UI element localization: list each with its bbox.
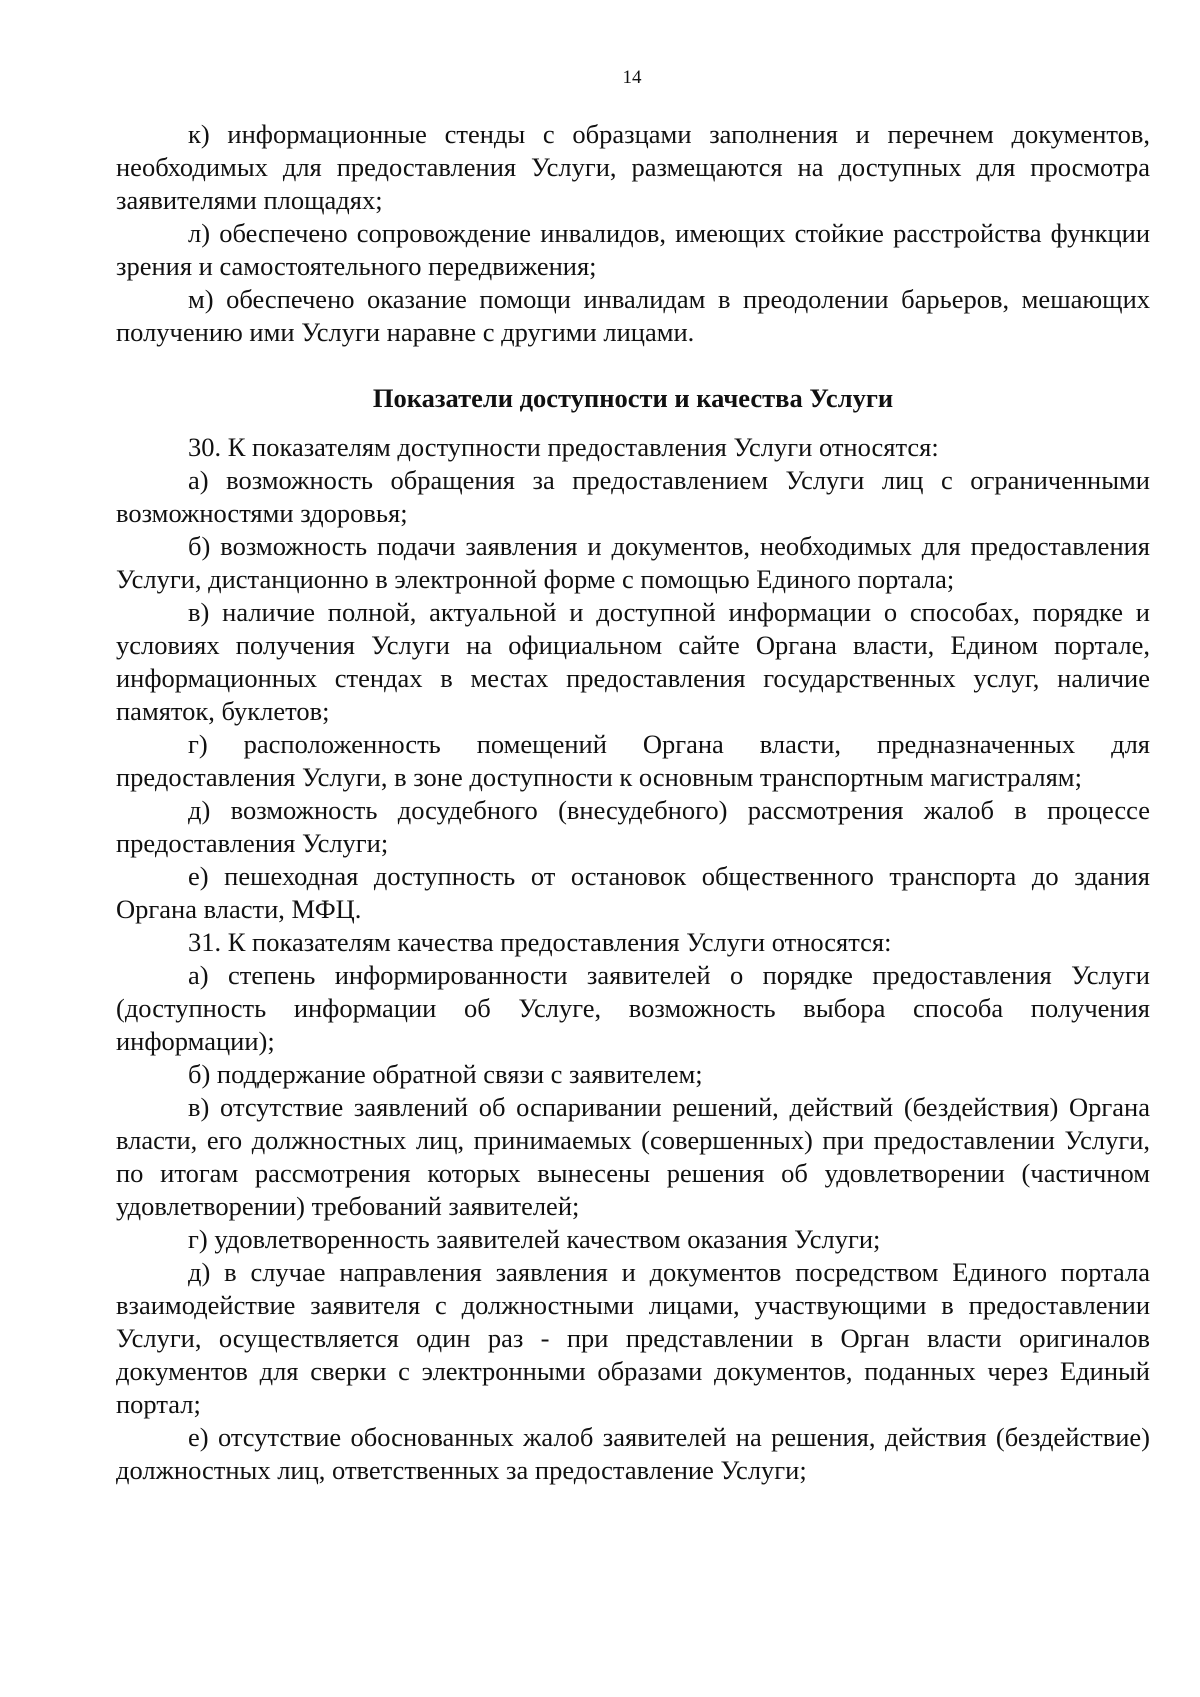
clause-30-item-v: в) наличие полной, актуальной и доступной информации о способах, порядке и условиях получения Услуги на официальном сайте Органа власти, Едином портале, информационных стендах в местах предоставления государственных услуг, наличие памяток, буклетов; — [116, 597, 1150, 726]
list-item-l: л) обеспечено сопровождение инвалидов, имеющих стойкие расстройства функции зрения и самостоятельного передвижения; — [116, 218, 1150, 281]
document-body — [116, 118, 1150, 1487]
clause-31-item-g: г) удовлетворенность заявителей качеством оказания Услуги; — [188, 1224, 881, 1254]
clause-31-item-b: б) поддержание обратной связи с заявителем; — [188, 1059, 703, 1089]
clause-30-item-a: а) возможность обращения за предоставлением Услуги лиц с ограниченными возможностями здоровья; — [116, 465, 1150, 528]
clause-31-item-d: д) в случае направления заявления и документов посредством Единого портала взаимодействие заявителя с должностными лицами, участвующими в предоставлении Услуги, осуществляется один раз - при представлении в Орган власти оригиналов документов для сверки с электронными образами документов, поданных через Единый портал; — [116, 1257, 1150, 1419]
list-item-m: м) обеспечено оказание помощи инвалидам в преодолении барьеров, мешающих получению ими Услуги наравне с другими лицами. — [116, 284, 1150, 347]
clause-30-item-b: б) возможность подачи заявления и документов, необходимых для предоставления Услуги, дистанционно в электронной форме с помощью Единого портала; — [116, 531, 1150, 594]
clause-30-item-e: е) пешеходная доступность от остановок общественного транспорта до здания Органа власти, МФЦ. — [116, 861, 1150, 924]
page-number: 14 — [622, 67, 642, 88]
section-heading: Показатели доступности и качества Услуги — [372, 383, 894, 413]
clause-31-item-a: а) степень информированности заявителей о порядке предоставления Услуги (доступность информации об Услуге, возможность выбора способа получения информации); — [116, 960, 1150, 1056]
clause-30-item-g: г) расположенность помещений Органа власти, предназначенных для предоставления Услуги, в зоне доступности к основным транспортным магистралям; — [116, 729, 1150, 792]
clause-30-item-d: д) возможность досудебного (внесудебного) рассмотрения жалоб в процессе предоставления Услуги; — [116, 795, 1150, 858]
clause-31-item-v: в) отсутствие заявлений об оспаривании решений, действий (бездействия) Органа власти, его должностных лиц, принимаемых (совершенных) при предоставлении Услуги, по итогам рассмотрения которых вынесены решения об удовлетворении (частичном удовлетворении) требований заявителей; — [116, 1092, 1150, 1221]
clause-31-item-e: е) отсутствие обоснованных жалоб заявителей на решения, действия (бездействие) должностных лиц, ответственных за предоставление Услуги; — [116, 1422, 1150, 1485]
clause-31-lead: 31. К показателям качества предоставления Услуги относятся: — [188, 927, 892, 957]
clause-30-lead: 30. К показателям доступности предоставления Услуги относятся: — [188, 432, 939, 462]
list-item-k: к) информационные стенды с образцами заполнения и перечнем документов, необходимых для предоставления Услуги, размещаются на доступных для просмотра заявителями площадях; — [116, 119, 1150, 215]
